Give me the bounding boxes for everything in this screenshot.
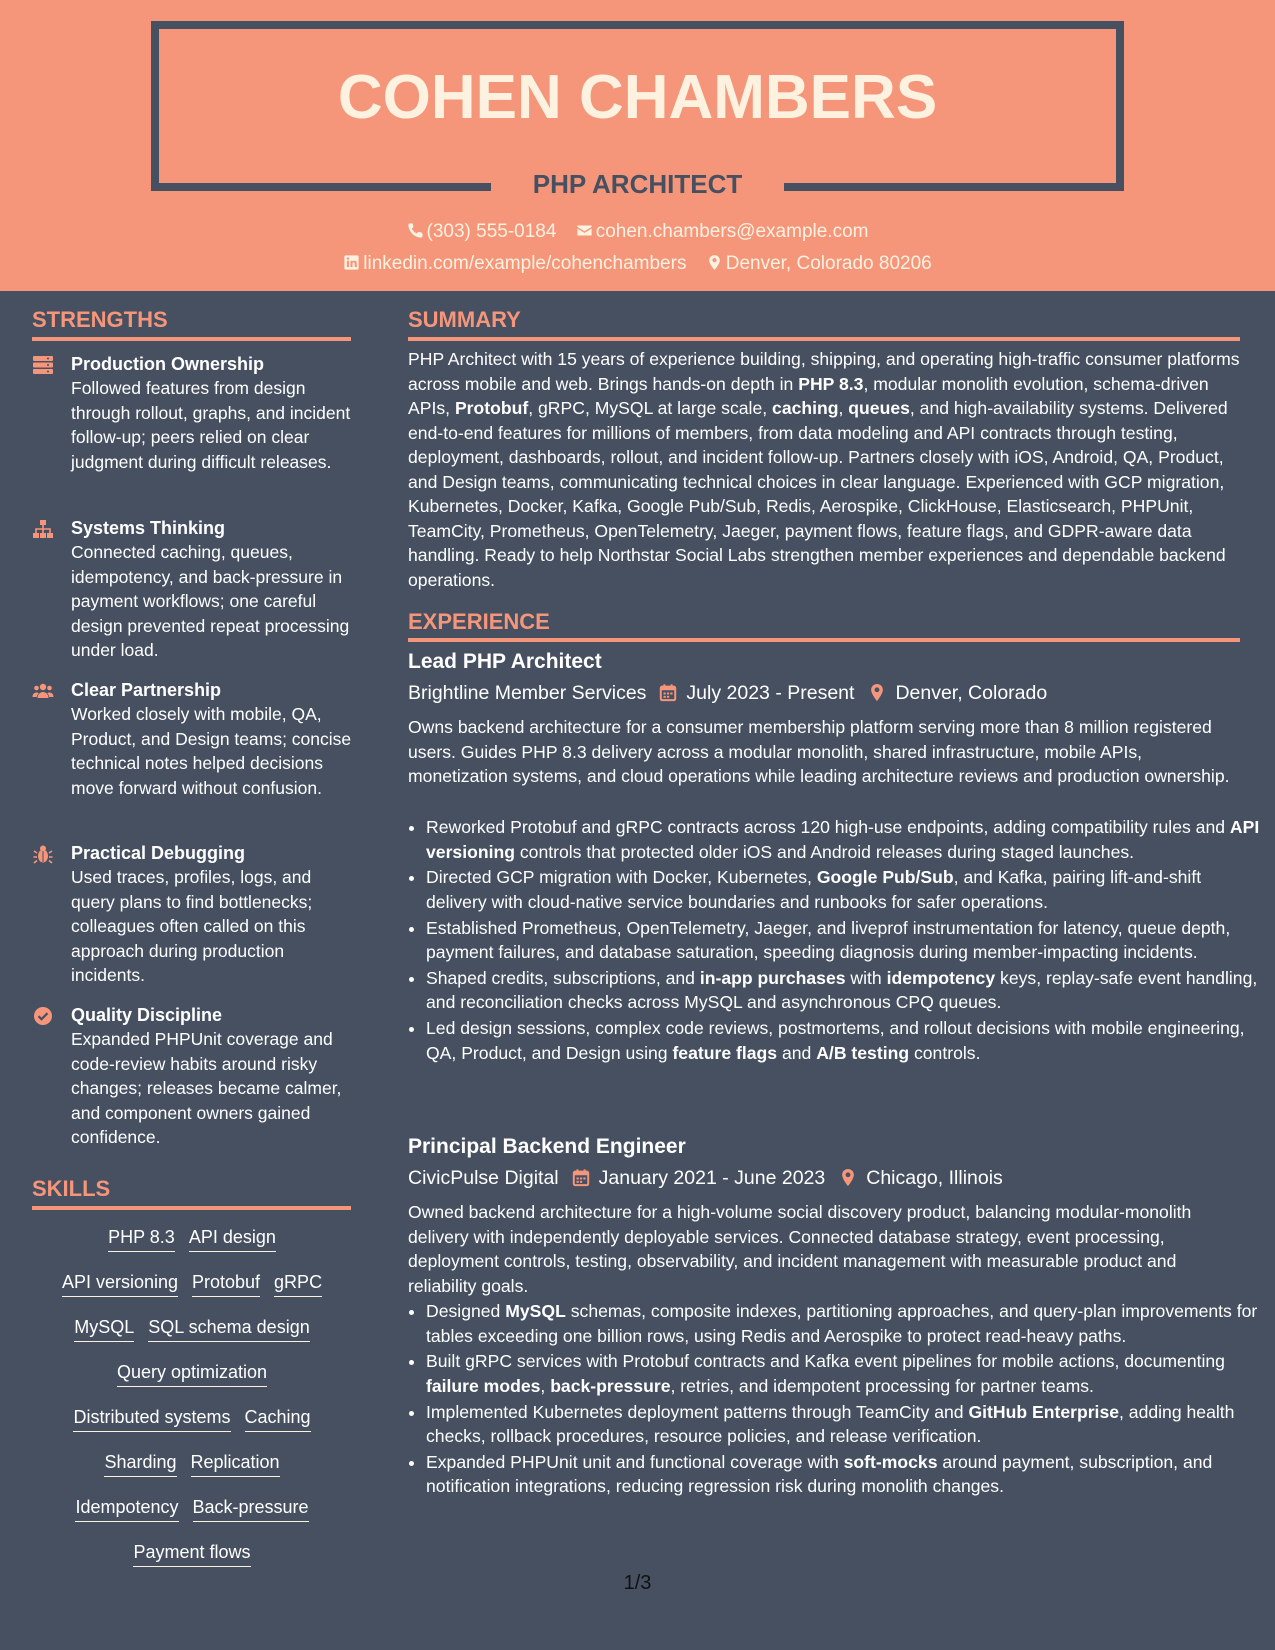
text-run: controls that protected older iOS and Android releases during staged launches.: [514, 841, 1135, 862]
skill-row: [32, 1360, 352, 1405]
job-bullet: [426, 815, 1261, 864]
text-run: Shaped credits, subscriptions, and: [426, 967, 700, 988]
company-name: CivicPulse Digital: [408, 1167, 559, 1189]
job-description: Owned backend architecture for a high-volume social discovery product, balancing modular-monolith delivery with independently deployable services. Connected database strategy, event processing, deployment controls, testing, observability, and incident management with measurable product and reliability goals.: [408, 1202, 1192, 1296]
text-run: , and high-availability systems. Delivered end-to-end features for millions of members, from data modeling and API contracts through testing, deployment, dashboards, rollout, and incident follow-up. Partners closely with iOS, Android, QA, Product, and Design teams, communicating technical choices in clear language. Experienced with GCP migration, Kubernetes, Docker, Kafka, Google Pub/Sub, Redis, Aerospike, ClickHouse, Elasticsearch, PHPUnit, TeamCity, Prometheus, OpenTelemetry, Jaeger, payment flows, feature flags, and GDPR-aware data handling. Ready to help Northstar Social Labs strengthen member experiences and dependable backend operations.: [408, 398, 1228, 590]
job-title: Principal Backend Engineer: [408, 1135, 686, 1158]
text-run: , adding health checks, rollback procedures, resource policies, and release verification.: [426, 1401, 1235, 1447]
strength-title: Production Ownership: [71, 354, 265, 374]
emphasis-text: PHP 8.3: [798, 373, 864, 394]
contact-row-1: [0, 219, 1275, 245]
summary-rule: [408, 337, 1240, 341]
skill-tag: MySQL: [74, 1315, 134, 1342]
skill-row: [32, 1450, 352, 1495]
skill-row: [32, 1225, 352, 1270]
text-run: ,: [838, 398, 849, 418]
job-bullets: [408, 815, 1261, 1066]
strength-title: Practical Debugging: [71, 843, 246, 863]
skill-tag: SQL schema design: [148, 1315, 309, 1342]
skills-rule: [32, 1206, 351, 1210]
name-frame-bottom-right: [784, 183, 1124, 191]
summary-heading: SUMMARY: [408, 307, 521, 332]
skill-tag: Replication: [191, 1450, 280, 1477]
skill-tag: Back-pressure: [193, 1495, 309, 1522]
job-bullet: [426, 1450, 1261, 1499]
job-role: PHP ARCHITECT: [532, 169, 743, 199]
location-contact: [706, 251, 932, 277]
text-run: Built gRPC services with Protobuf contracts and Kafka event pipelines for mobile actions, documenting: [426, 1351, 1225, 1372]
bug-icon: [32, 844, 54, 864]
name-frame-bottom-left: [151, 183, 491, 191]
skill-row: [32, 1405, 352, 1450]
skills-heading: SKILLS: [32, 1176, 111, 1201]
map-marker-icon: [706, 254, 723, 271]
location-text: Denver, Colorado 80206: [725, 253, 932, 274]
text-run: Reworked Protobuf and gRPC contracts across 120 high-use endpoints, adding compatibility rules and: [426, 817, 1230, 837]
strength-item: [32, 678, 352, 800]
strength-text: Followed features from design through rollout, graphs, and incident follow-up; peers relied on clear judgment during difficult releases.: [71, 378, 351, 472]
emphasis-text: API versioning: [426, 817, 1260, 862]
skill-row: [32, 1270, 352, 1315]
strength-item: [32, 516, 352, 663]
map-marker-icon: [868, 683, 886, 702]
map-marker-icon: [839, 1168, 857, 1187]
emphasis-text: failure modes: [426, 1375, 541, 1396]
strengths-rule: [32, 337, 351, 341]
email-contact[interactable]: [576, 219, 869, 245]
text-run: Established Prometheus, OpenTelemetry, Jaeger, and liveprof instrumentation for latency, queue depth, payment failures, and database saturation, speeding diagnosis during member-impacting incidents.: [426, 917, 1231, 963]
strength-item: [32, 1003, 352, 1150]
strength-text: Expanded PHPUnit coverage and code-review habits around risky changes; releases became calmer, and component owners gained confidence.: [71, 1029, 342, 1148]
job-location: Denver, Colorado: [895, 682, 1048, 704]
skill-tag: Protobuf: [192, 1270, 260, 1297]
company-name: Brightline Member Services: [408, 682, 647, 704]
text-run: Implemented Kubernetes deployment patterns through TeamCity and: [426, 1401, 969, 1422]
page-number: 1/3: [623, 1572, 652, 1594]
skills-list: [32, 1225, 352, 1585]
emphasis-text: Google Pub/Sub: [816, 867, 954, 888]
linkedin-text: linkedin.com/example/cohenchambers: [363, 253, 687, 274]
text-run: , retries, and idempotent processing for partner teams.: [670, 1375, 1094, 1396]
users-icon: [32, 681, 54, 701]
text-run: around payment, subscription, and notification integrations, reducing regression risk during monolith changes.: [426, 1451, 1213, 1497]
job-bullet: [426, 1016, 1261, 1065]
text-run: and: [777, 1042, 817, 1063]
skill-tag: Payment flows: [133, 1540, 250, 1567]
strength-text: Used traces, profiles, logs, and query plans to find bottlenecks; colleagues often called on this approach during production incidents.: [71, 867, 313, 986]
candidate-name: COHEN CHAMBERS: [337, 63, 938, 132]
emphasis-text: queues: [848, 398, 910, 418]
skill-tag: Caching: [245, 1405, 311, 1432]
phone-contact[interactable]: [407, 219, 557, 245]
emphasis-text: GitHub Enterprise: [968, 1401, 1120, 1422]
experience-heading: EXPERIENCE: [408, 609, 550, 634]
text-run: schemas, composite indexes, partitioning approaches, and query-plan improvements for tables exceeding one billion rows, using Redis and Aerospike to protect read-heavy paths.: [426, 1301, 1258, 1346]
emphasis-text: Protobuf: [454, 398, 529, 418]
job-meta: [408, 679, 1047, 707]
skill-row: [32, 1495, 352, 1540]
skill-tag: Sharding: [104, 1450, 176, 1477]
sitemap-icon: [32, 519, 54, 539]
emphasis-text: in-app purchases: [699, 967, 846, 988]
calendar-icon: [572, 1168, 590, 1187]
text-run: PHP Architect with 15 years of experience building, shipping, and operating high-traffic consumer platforms across mobile and web. Brings hands-on depth in: [408, 349, 1240, 394]
job-bullet: [426, 1400, 1261, 1449]
check-circle-icon: [32, 1006, 54, 1026]
contact-row-2: [0, 251, 1275, 277]
job-meta: [408, 1164, 1003, 1192]
job-description: Owns backend architecture for a consumer membership platform serving more than 8 million registered users. Guides PHP 8.3 delivery across a modular monolith, shared infrastructure, mobile APIs, monetization systems, and cloud operations while leading architecture reviews and production ownership.: [408, 717, 1230, 786]
job-title: Lead PHP Architect: [408, 650, 602, 673]
text-run: , modular monolith evolution, schema-driven APIs,: [408, 373, 1209, 418]
job-bullet: [426, 865, 1261, 914]
summary-text: [408, 347, 1240, 592]
text-run: , gRPC, MySQL at large scale,: [528, 398, 773, 418]
envelope-icon: [576, 222, 593, 239]
phone-text: (303) 555-0184: [426, 221, 557, 242]
skill-row: [32, 1315, 352, 1360]
experience-rule: [408, 638, 1240, 642]
skill-tag: API design: [189, 1225, 276, 1252]
job-bullet: [426, 1349, 1261, 1398]
emphasis-text: caching: [772, 398, 839, 418]
emphasis-text: A/B testing: [816, 1042, 910, 1063]
text-run: Directed GCP migration with Docker, Kubernetes,: [426, 867, 817, 888]
server-icon: [32, 355, 54, 375]
linkedin-icon: [343, 254, 360, 271]
skill-tag: gRPC: [274, 1270, 322, 1297]
text-run: Led design sessions, complex code reviews, postmortems, and rollout decisions with mobile engineering, QA, Product, and Design using: [426, 1018, 1245, 1063]
email-text: cohen.chambers@example.com: [595, 221, 869, 242]
text-run: controls.: [909, 1042, 981, 1063]
job-bullet: [426, 916, 1261, 965]
skill-tag: API versioning: [62, 1270, 178, 1297]
job-bullets: [408, 1299, 1261, 1500]
emphasis-text: idempotency: [886, 967, 996, 988]
job-dates: July 2023 - Present: [686, 682, 855, 704]
emphasis-text: soft-mocks: [843, 1451, 938, 1472]
job-location: Chicago, Illinois: [866, 1167, 1003, 1189]
phone-icon: [407, 222, 424, 239]
job-bullet: [426, 1299, 1261, 1348]
skill-tag: Query optimization: [117, 1360, 267, 1387]
text-run: with: [845, 967, 887, 988]
job-bullet: [426, 966, 1261, 1015]
skill-tag: Distributed systems: [73, 1405, 230, 1432]
strength-title: Quality Discipline: [71, 1005, 223, 1025]
text-run: keys, replay-safe event handling, and reconciliation checks across MySQL and asynchronous CPQ queues.: [426, 967, 1258, 1013]
emphasis-text: back-pressure: [550, 1375, 671, 1396]
strengths-heading: STRENGTHS: [32, 307, 168, 332]
strength-item: [32, 841, 352, 988]
job-dates: January 2021 - June 2023: [598, 1167, 826, 1189]
strength-text: Worked closely with mobile, QA, Product, and Design teams; concise technical notes helped decisions move forward without confusion.: [71, 704, 352, 798]
emphasis-text: feature flags: [672, 1042, 778, 1063]
text-run: Expanded PHPUnit unit and functional coverage with: [426, 1451, 844, 1472]
strength-title: Systems Thinking: [71, 518, 226, 538]
skill-tag: Idempotency: [75, 1495, 178, 1522]
text-run: , and Kafka, pairing lift-and-shift delivery with cloud-native service boundaries and runbooks for safer operations.: [426, 867, 1202, 912]
strength-item: [32, 352, 352, 474]
strength-text: Connected caching, queues, idempotency, and back-pressure in payment workflows; one careful design prevented repeat processing under load.: [71, 542, 350, 661]
linkedin-contact[interactable]: [343, 251, 686, 277]
skill-tag: PHP 8.3: [108, 1225, 175, 1252]
text-run: ,: [540, 1375, 551, 1396]
strength-title: Clear Partnership: [71, 680, 222, 700]
emphasis-text: MySQL: [505, 1301, 566, 1321]
text-run: Designed: [426, 1301, 506, 1321]
resume-header: [0, 0, 1275, 291]
calendar-icon: [659, 683, 677, 702]
